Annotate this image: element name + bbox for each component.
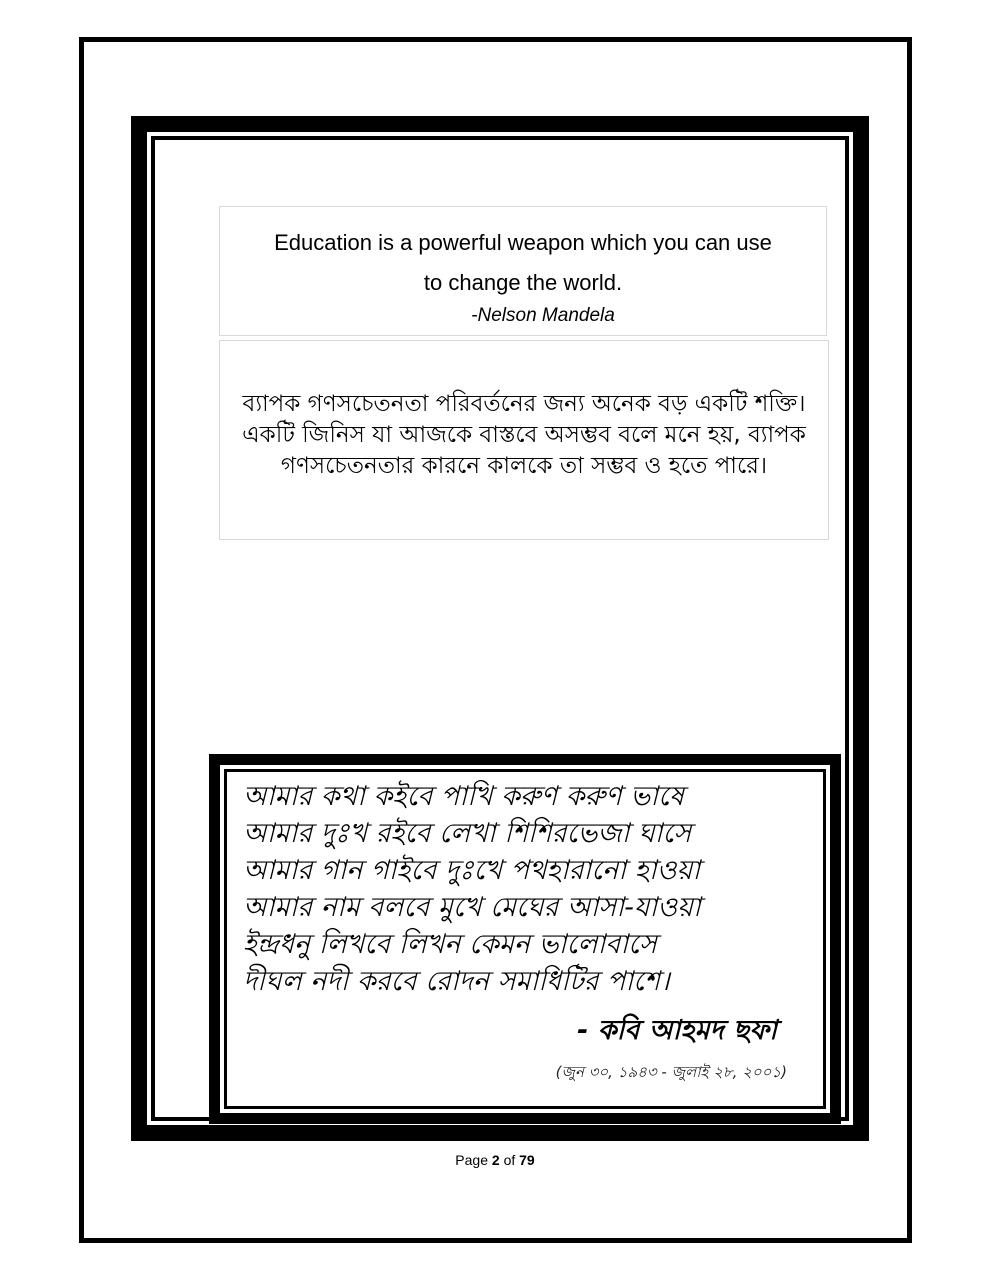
english-quote-line-1: Education is a powerful weapon which you can use	[274, 230, 772, 255]
english-quote-box	[219, 206, 827, 336]
of-word: of	[503, 1152, 516, 1168]
poem-line: ইন্দ্রধনু লিখবে লিখন কেমন ভালোবাসে	[243, 929, 657, 960]
english-quote-line-2: to change the world.	[423, 270, 623, 295]
poem-line: দীঘল নদী করবে রোদন সমাধিটির পাশে।	[243, 966, 670, 997]
poem-author-dates: (জুন ৩০, ১৯৪৩ - জুলাই ২৮, ২০০১)	[555, 1063, 787, 1081]
current-page-number: 2	[491, 1152, 500, 1168]
page-word: Page	[455, 1152, 488, 1168]
bangla-quote-line-1: ব্যাপক গণসচেতনতা পরিবর্তনের জন্য অনেক বড় একটি শক্তি।	[242, 391, 806, 417]
bangla-quote-box	[219, 340, 829, 540]
poem-line: আমার দুঃখ রইবে লেখা শিশিরভেজা ঘাসে	[243, 818, 692, 849]
total-pages-number: 79	[519, 1152, 535, 1168]
poem-frame	[209, 754, 841, 1124]
bangla-quote-line-2: একটি জিনিস যা আজকে বাস্তবে অসম্ভব বলে মনে হয়, ব্যাপক	[242, 422, 806, 448]
quote-image-frame	[131, 116, 869, 1141]
page-footer	[0, 1150, 990, 1170]
poem-body	[243, 778, 811, 1098]
bangla-quote-line-3: গণসচেতনতার কারনে কালকে তা সম্ভব ও হতে পারে।	[280, 453, 768, 479]
poem-author: - কবি আহমদ ছফা	[577, 1015, 777, 1046]
english-quote-author: -Nelson Mandela	[471, 305, 615, 326]
poem-line: আমার গান গাইবে দুঃখে পথহারানো হাওয়া	[243, 855, 701, 886]
poem-line: আমার কথা কইবে পাখি করুণ করুণ ভাষে	[243, 781, 684, 812]
poem-line: আমার নাম বলবে মুখে মেঘের আসা-যাওয়া	[243, 892, 701, 923]
